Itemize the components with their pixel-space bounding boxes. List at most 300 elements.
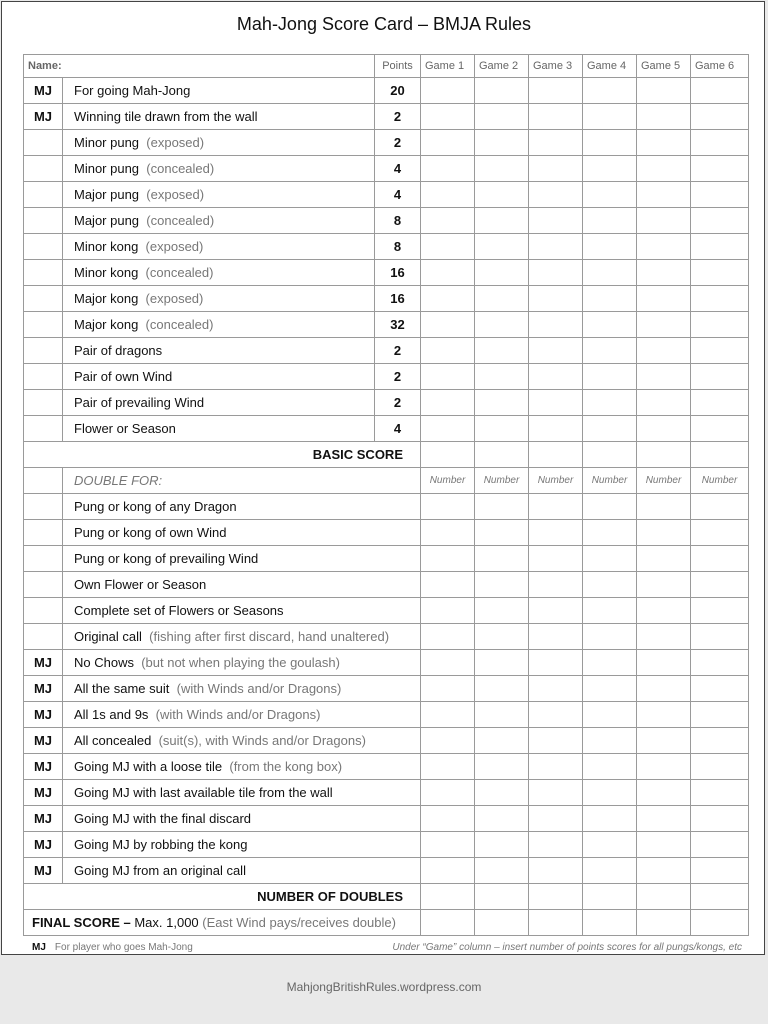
game-header: Game 1	[421, 55, 475, 78]
score-cell[interactable]	[691, 104, 749, 130]
score-cell[interactable]	[691, 624, 749, 650]
row-description	[63, 780, 421, 806]
table-row	[24, 364, 749, 390]
score-cell[interactable]	[583, 338, 637, 364]
score-cell[interactable]	[529, 806, 583, 832]
score-cell[interactable]	[691, 598, 749, 624]
score-cell[interactable]	[475, 754, 529, 780]
score-cell[interactable]	[583, 572, 637, 598]
score-cell[interactable]	[421, 156, 475, 182]
table-row	[24, 754, 749, 780]
row-note: (concealed)	[146, 161, 215, 176]
site-url[interactable]: MahjongBritishRules.wordpress.com	[286, 980, 482, 994]
score-cell[interactable]	[637, 858, 691, 884]
row-description	[63, 364, 375, 390]
score-cell[interactable]	[529, 442, 583, 468]
score-cell[interactable]	[691, 182, 749, 208]
row-description	[63, 104, 375, 130]
score-cell[interactable]	[583, 884, 637, 910]
basic-score-label: BASIC SCORE	[24, 442, 421, 468]
score-cell[interactable]	[475, 130, 529, 156]
table-row	[24, 78, 749, 104]
score-cell[interactable]	[637, 650, 691, 676]
score-cell[interactable]	[529, 624, 583, 650]
row-label: Major pung	[74, 213, 140, 228]
table-row	[24, 208, 749, 234]
score-cell[interactable]	[529, 650, 583, 676]
score-cell[interactable]	[421, 702, 475, 728]
score-cell[interactable]	[421, 832, 475, 858]
score-cell[interactable]	[475, 572, 529, 598]
table-row	[24, 494, 749, 520]
row-description	[63, 338, 375, 364]
table-row	[24, 286, 749, 312]
score-cell[interactable]	[475, 650, 529, 676]
score-cell[interactable]	[583, 650, 637, 676]
row-description	[63, 156, 375, 182]
score-cell[interactable]	[475, 338, 529, 364]
score-cell[interactable]	[583, 364, 637, 390]
score-cell[interactable]	[691, 338, 749, 364]
score-cell[interactable]	[529, 338, 583, 364]
score-cell[interactable]	[529, 910, 583, 936]
score-cell[interactable]	[529, 546, 583, 572]
row-description	[63, 806, 421, 832]
score-cell[interactable]	[529, 520, 583, 546]
row-description	[63, 572, 421, 598]
row-note: (concealed)	[145, 265, 214, 280]
score-cell[interactable]	[475, 182, 529, 208]
points-value: 8	[375, 234, 421, 260]
score-cell[interactable]	[475, 780, 529, 806]
mj-marker	[24, 156, 63, 182]
score-cell[interactable]	[529, 728, 583, 754]
score-cell[interactable]	[691, 442, 749, 468]
score-cell[interactable]	[475, 806, 529, 832]
score-cell[interactable]	[583, 754, 637, 780]
score-cell[interactable]	[637, 546, 691, 572]
score-cell[interactable]	[421, 624, 475, 650]
row-description	[63, 650, 421, 676]
row-note: (concealed)	[146, 213, 215, 228]
row-label: Major kong	[74, 291, 139, 306]
score-cell[interactable]	[637, 910, 691, 936]
mj-marker: MJ	[24, 702, 63, 728]
score-cell[interactable]	[475, 234, 529, 260]
score-cell[interactable]	[691, 416, 749, 442]
score-cell[interactable]	[637, 598, 691, 624]
score-cell[interactable]	[421, 312, 475, 338]
score-cell[interactable]	[637, 260, 691, 286]
score-cell[interactable]	[583, 156, 637, 182]
table-row	[24, 624, 749, 650]
row-label: Flower or Season	[74, 421, 176, 436]
score-cell[interactable]	[583, 780, 637, 806]
game-header: Game 5	[637, 55, 691, 78]
score-cell[interactable]	[475, 260, 529, 286]
score-cell[interactable]	[421, 780, 475, 806]
row-note: (exposed)	[146, 187, 205, 202]
row-description	[63, 208, 375, 234]
score-cell[interactable]	[421, 676, 475, 702]
points-value: 2	[375, 104, 421, 130]
score-cell[interactable]	[421, 546, 475, 572]
mj-marker: MJ	[24, 806, 63, 832]
table-row	[24, 650, 749, 676]
score-cell[interactable]	[583, 832, 637, 858]
score-cell[interactable]	[529, 182, 583, 208]
score-cell[interactable]	[421, 208, 475, 234]
score-cell[interactable]	[691, 130, 749, 156]
table-row	[24, 598, 749, 624]
score-cell[interactable]	[529, 260, 583, 286]
score-cell[interactable]	[475, 208, 529, 234]
score-cell[interactable]	[475, 312, 529, 338]
score-cell[interactable]	[421, 598, 475, 624]
score-cell[interactable]	[691, 156, 749, 182]
row-description	[63, 702, 421, 728]
score-cell[interactable]	[691, 546, 749, 572]
score-cell[interactable]	[475, 702, 529, 728]
score-cell[interactable]	[421, 754, 475, 780]
score-cell[interactable]	[637, 416, 691, 442]
points-value: 16	[375, 286, 421, 312]
score-cell[interactable]	[529, 234, 583, 260]
score-cell[interactable]	[421, 858, 475, 884]
score-cell[interactable]	[583, 702, 637, 728]
score-cell[interactable]	[583, 390, 637, 416]
mj-marker	[24, 234, 63, 260]
score-cell[interactable]	[691, 780, 749, 806]
points-value: 4	[375, 416, 421, 442]
score-cell[interactable]	[475, 728, 529, 754]
score-cell[interactable]	[475, 390, 529, 416]
score-cell[interactable]	[691, 364, 749, 390]
score-cell[interactable]	[583, 286, 637, 312]
row-note: (suit(s), with Winds and/or Dragons)	[158, 733, 366, 748]
score-cell[interactable]	[421, 442, 475, 468]
score-cell[interactable]	[475, 910, 529, 936]
score-cell[interactable]	[583, 208, 637, 234]
mj-marker: MJ	[24, 78, 63, 104]
score-cell[interactable]	[475, 78, 529, 104]
score-cell[interactable]	[691, 390, 749, 416]
score-cell[interactable]	[475, 520, 529, 546]
score-cell[interactable]	[637, 234, 691, 260]
score-cell[interactable]	[475, 494, 529, 520]
score-cell[interactable]	[475, 884, 529, 910]
score-cell[interactable]	[529, 286, 583, 312]
row-label: Pung or kong of prevailing Wind	[74, 551, 259, 566]
score-cell[interactable]	[529, 702, 583, 728]
mj-marker	[24, 260, 63, 286]
score-cell[interactable]	[583, 728, 637, 754]
points-value: 16	[375, 260, 421, 286]
score-cell[interactable]	[421, 260, 475, 286]
score-cell[interactable]	[421, 390, 475, 416]
score-cell[interactable]	[529, 494, 583, 520]
row-label: Original call	[74, 629, 142, 644]
score-cell[interactable]	[421, 806, 475, 832]
score-cell[interactable]	[421, 884, 475, 910]
row-label: All concealed	[74, 733, 152, 748]
score-cell[interactable]	[637, 676, 691, 702]
footer-note: Under “Game” column – insert number of points scores for all pungs/kongs, etc	[392, 942, 742, 953]
score-cell[interactable]	[583, 234, 637, 260]
table-row	[24, 390, 749, 416]
score-cell[interactable]	[421, 364, 475, 390]
score-cell[interactable]	[691, 234, 749, 260]
table-row	[24, 312, 749, 338]
score-cell[interactable]	[637, 624, 691, 650]
table-row	[24, 546, 749, 572]
score-cell[interactable]	[421, 104, 475, 130]
score-cell[interactable]	[691, 78, 749, 104]
score-cell[interactable]	[583, 676, 637, 702]
score-cell[interactable]	[583, 416, 637, 442]
mj-marker: MJ	[24, 728, 63, 754]
score-cell[interactable]	[637, 78, 691, 104]
score-cell[interactable]	[421, 728, 475, 754]
row-label: Major kong	[74, 317, 139, 332]
row-label: Winning tile drawn from the wall	[74, 109, 258, 124]
score-cell[interactable]	[691, 806, 749, 832]
score-cell[interactable]	[421, 78, 475, 104]
score-cell[interactable]	[475, 156, 529, 182]
table-row	[24, 104, 749, 130]
score-cell[interactable]	[583, 858, 637, 884]
score-cell[interactable]	[421, 130, 475, 156]
score-cell[interactable]	[529, 156, 583, 182]
score-cell[interactable]	[691, 702, 749, 728]
mj-marker	[24, 130, 63, 156]
row-label: All the same suit	[74, 681, 170, 696]
mj-marker	[24, 468, 63, 494]
score-cell[interactable]	[529, 858, 583, 884]
row-label: For going Mah-Jong	[74, 83, 191, 98]
score-cell[interactable]	[583, 130, 637, 156]
final-score-label: FINAL SCORE –	[32, 915, 131, 930]
score-cell[interactable]	[529, 390, 583, 416]
score-cell[interactable]	[421, 234, 475, 260]
number-of-doubles-label: NUMBER OF DOUBLES	[24, 884, 421, 910]
score-cell[interactable]	[475, 858, 529, 884]
score-cell[interactable]	[529, 364, 583, 390]
score-cell[interactable]	[529, 676, 583, 702]
score-cell[interactable]	[583, 78, 637, 104]
score-cell[interactable]	[637, 286, 691, 312]
score-cell[interactable]	[583, 624, 637, 650]
score-cell[interactable]	[529, 598, 583, 624]
score-cell[interactable]	[691, 754, 749, 780]
score-cell[interactable]	[421, 182, 475, 208]
points-value: 32	[375, 312, 421, 338]
final-score-max: Max. 1,000	[134, 915, 199, 930]
score-cell[interactable]	[529, 208, 583, 234]
score-cell[interactable]	[529, 754, 583, 780]
score-cell[interactable]	[583, 442, 637, 468]
score-cell[interactable]	[583, 546, 637, 572]
score-cell[interactable]	[691, 676, 749, 702]
mj-marker	[24, 338, 63, 364]
row-description	[63, 520, 421, 546]
score-cell[interactable]	[421, 572, 475, 598]
points-value: 2	[375, 338, 421, 364]
score-cell[interactable]	[637, 390, 691, 416]
score-cell[interactable]	[637, 442, 691, 468]
points-value: 4	[375, 156, 421, 182]
score-cell[interactable]	[637, 884, 691, 910]
row-description	[63, 754, 421, 780]
score-cell[interactable]	[691, 572, 749, 598]
row-description	[63, 832, 421, 858]
points-header: Points	[375, 55, 421, 78]
score-cell[interactable]	[475, 598, 529, 624]
mj-marker	[24, 520, 63, 546]
score-cell[interactable]	[583, 520, 637, 546]
score-cell[interactable]	[691, 728, 749, 754]
row-label: Minor pung	[74, 135, 140, 150]
score-cell[interactable]	[691, 884, 749, 910]
score-cell[interactable]	[475, 624, 529, 650]
score-cell[interactable]	[475, 364, 529, 390]
number-label: Number	[583, 468, 637, 494]
score-cell[interactable]	[583, 910, 637, 936]
points-value: 8	[375, 208, 421, 234]
score-cell[interactable]	[529, 832, 583, 858]
score-cell[interactable]	[529, 572, 583, 598]
table-row	[24, 806, 749, 832]
score-cell[interactable]	[637, 832, 691, 858]
score-cell[interactable]	[637, 494, 691, 520]
row-label: Going MJ from an original call	[74, 863, 246, 878]
mj-marker	[24, 286, 63, 312]
row-label: Pair of dragons	[74, 343, 163, 358]
score-cell[interactable]	[583, 182, 637, 208]
score-cell[interactable]	[691, 312, 749, 338]
mj-marker	[24, 390, 63, 416]
game-header: Game 2	[475, 55, 529, 78]
score-cell[interactable]	[529, 130, 583, 156]
score-cell[interactable]	[583, 104, 637, 130]
score-cell[interactable]	[691, 832, 749, 858]
score-cell[interactable]	[475, 416, 529, 442]
table-row	[24, 156, 749, 182]
row-description	[63, 78, 375, 104]
score-cell[interactable]	[637, 728, 691, 754]
score-cell[interactable]	[529, 104, 583, 130]
score-cell[interactable]	[637, 702, 691, 728]
mj-marker: MJ	[24, 650, 63, 676]
mj-marker: MJ	[24, 858, 63, 884]
score-cell[interactable]	[637, 182, 691, 208]
score-cell[interactable]	[529, 312, 583, 338]
score-cell[interactable]	[637, 208, 691, 234]
score-cell[interactable]	[637, 312, 691, 338]
score-cell[interactable]	[691, 260, 749, 286]
number-label: Number	[421, 468, 475, 494]
table-row	[24, 338, 749, 364]
score-cell[interactable]	[529, 78, 583, 104]
points-value: 2	[375, 390, 421, 416]
points-value: 4	[375, 182, 421, 208]
score-cell[interactable]	[529, 416, 583, 442]
row-note: (with Winds and/or Dragons)	[155, 707, 321, 722]
score-cell[interactable]	[583, 312, 637, 338]
score-cell[interactable]	[583, 260, 637, 286]
score-cell[interactable]	[421, 910, 475, 936]
score-cell[interactable]	[583, 806, 637, 832]
row-label: All 1s and 9s	[74, 707, 149, 722]
table-row	[24, 572, 749, 598]
score-cell[interactable]	[637, 156, 691, 182]
score-cell[interactable]	[691, 650, 749, 676]
score-cell[interactable]	[475, 832, 529, 858]
score-cell[interactable]	[421, 520, 475, 546]
score-cell[interactable]	[475, 104, 529, 130]
row-label: Minor kong	[74, 265, 139, 280]
score-cell[interactable]	[637, 364, 691, 390]
score-cell[interactable]	[637, 520, 691, 546]
double-for-row	[24, 468, 749, 494]
score-cell[interactable]	[691, 910, 749, 936]
score-cell[interactable]	[637, 780, 691, 806]
score-cell[interactable]	[691, 494, 749, 520]
score-cell[interactable]	[637, 806, 691, 832]
score-cell[interactable]	[475, 676, 529, 702]
score-cell[interactable]	[529, 884, 583, 910]
score-cell[interactable]	[421, 650, 475, 676]
number-of-doubles-row	[24, 884, 749, 910]
table-row	[24, 182, 749, 208]
score-cell[interactable]	[421, 338, 475, 364]
score-cell[interactable]	[421, 286, 475, 312]
score-cell[interactable]	[583, 598, 637, 624]
mj-marker: MJ	[24, 780, 63, 806]
score-cell[interactable]	[637, 754, 691, 780]
mj-marker	[24, 572, 63, 598]
score-cell[interactable]	[529, 780, 583, 806]
score-cell[interactable]	[475, 546, 529, 572]
score-cell[interactable]	[691, 208, 749, 234]
score-cell[interactable]	[637, 572, 691, 598]
score-cell[interactable]	[691, 286, 749, 312]
score-cell[interactable]	[691, 858, 749, 884]
score-cell[interactable]	[637, 338, 691, 364]
table-row	[24, 260, 749, 286]
header-row	[24, 55, 749, 78]
row-description	[63, 416, 375, 442]
row-label: Pair of prevailing Wind	[74, 395, 205, 410]
score-cell[interactable]	[637, 104, 691, 130]
score-cell[interactable]	[475, 286, 529, 312]
score-cell[interactable]	[691, 520, 749, 546]
row-description	[63, 676, 421, 702]
row-label: Major pung	[74, 187, 140, 202]
row-description	[63, 546, 421, 572]
score-cell[interactable]	[475, 442, 529, 468]
number-label: Number	[475, 468, 529, 494]
score-cell[interactable]	[421, 416, 475, 442]
score-cell[interactable]	[421, 494, 475, 520]
row-label: Pair of own Wind	[74, 369, 173, 384]
row-description	[63, 234, 375, 260]
score-cell[interactable]	[637, 130, 691, 156]
table-row	[24, 702, 749, 728]
score-cell[interactable]	[583, 494, 637, 520]
score-table	[23, 54, 749, 936]
table-row	[24, 728, 749, 754]
